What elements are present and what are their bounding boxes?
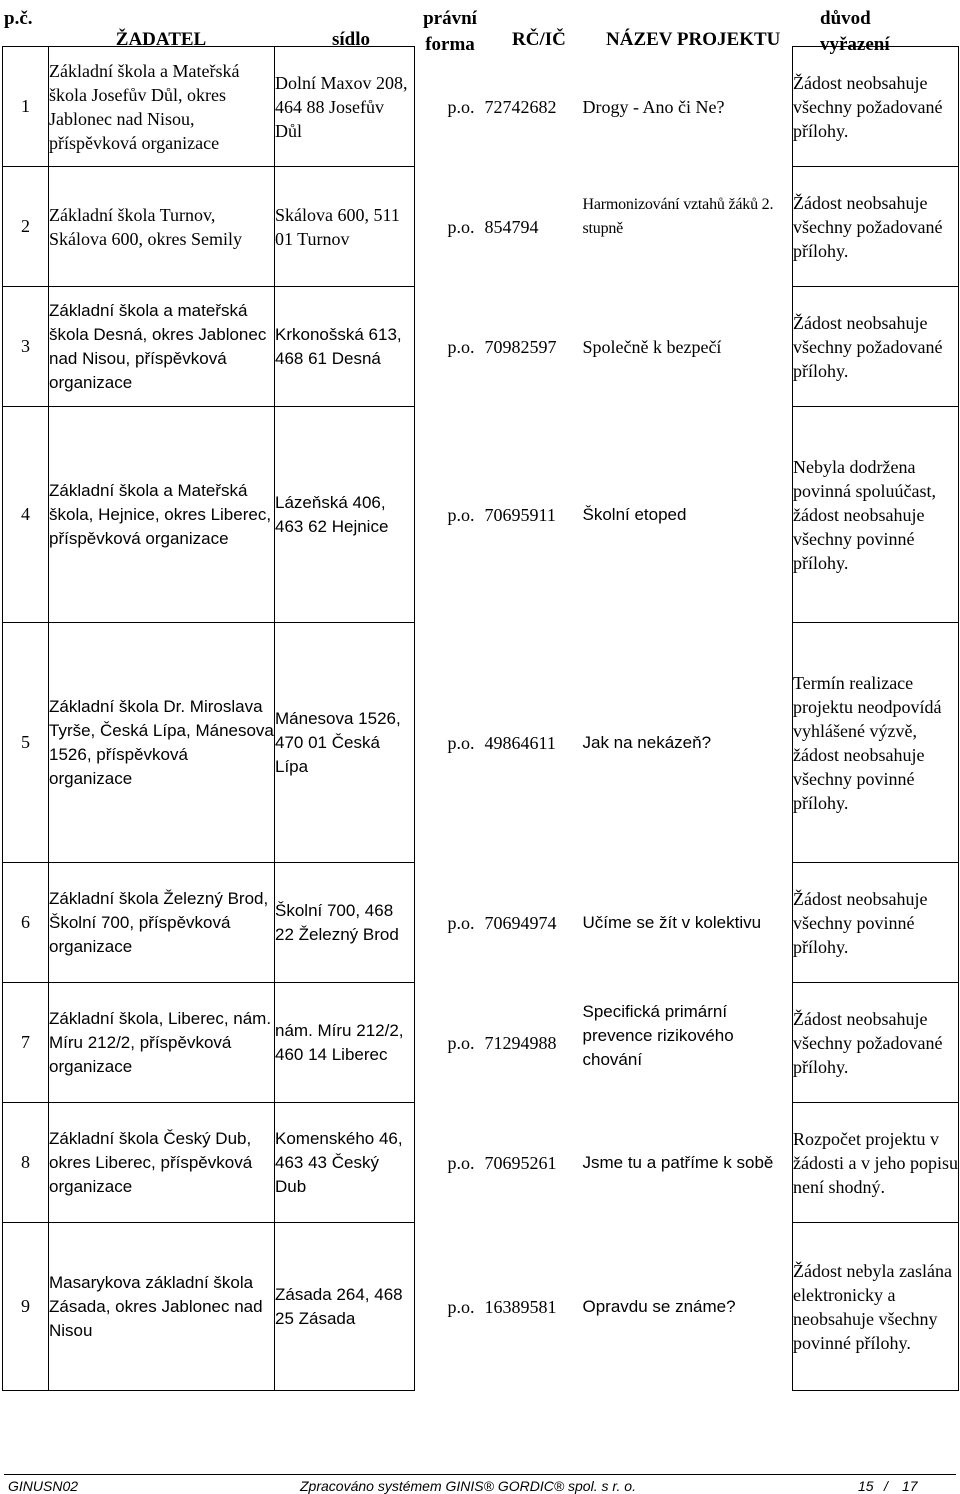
table-row [3,1223,959,1391]
legal-form-cell: p.o. [447,732,475,753]
id-cell: 70695911 [484,504,556,525]
row-number: 5 [3,623,49,863]
footer-page-total: 17 [902,1478,918,1494]
id-cell: 49864611 [484,732,556,753]
legal-form-cell: p.o. [447,336,475,357]
seat-cell: Zásada 264, 468 25 Zásada [275,1223,415,1391]
project-cell: Jsme tu a patříme k sobě [582,1152,774,1172]
project-cell: Harmonizování vztahů žáků 2. stupně [582,195,774,237]
seat-cell: Komenského 46, 463 43 Český Dub [275,1103,415,1223]
seat-cell: Mánesova 1526, 470 01 Česká Lípa [275,623,415,863]
seat-cell: Lázeňská 406, 463 62 Hejnice [275,407,415,623]
applicant-cell: Základní škola Český Dub, okres Liberec, příspěvková organizace [49,1103,275,1223]
applicant-cell: Základní škola, Liberec, nám. Míru 212/2, příspěvková organizace [49,983,275,1103]
header-sidlo: sídlo [331,29,371,50]
project-cell: Opravdu se známe? [582,1296,736,1316]
reason-cell: Žádost neobsahuje všechny požadované přílohy. [793,287,959,407]
row-number: 3 [3,287,49,407]
applicant-cell: Základní škola Železný Brod, Školní 700, příspěvková organizace [49,863,275,983]
project-cell: Drogy - Ano či Ne? [582,96,725,117]
table-row [3,623,959,863]
legal-form-cell: p.o. [447,96,475,117]
row-number: 7 [3,983,49,1103]
seat-cell: Dolní Maxov 208, 464 88 Josefův Důl [275,47,415,167]
seat-cell: Školní 700, 468 22 Železný Brod [275,863,415,983]
row-number: 2 [3,167,49,287]
row-number: 4 [3,407,49,623]
table-row [3,983,959,1103]
table-row [3,167,959,287]
header-pc: p.č. [4,8,33,29]
id-cell: 70982597 [484,336,557,357]
row-number: 9 [3,1223,49,1391]
id-cell: 70695261 [484,1152,557,1173]
footer-separator: / [884,1478,888,1494]
legal-form-cell: p.o. [447,1032,475,1053]
reason-cell: Rozpočet projektu v žádosti a v jeho popisu není shodný. [793,1103,959,1223]
applicant-cell: Masarykova základní škola Zásada, okres Jablonec nad Nisou [49,1223,275,1391]
reason-cell: Žádost nebyla zaslána elektronicky a neobsahuje všechny povinné přílohy. [793,1223,959,1391]
page-footer [0,1474,960,1494]
table-row [3,407,959,623]
footer-page-number: 15 [858,1478,874,1494]
footer-divider [4,1474,956,1475]
header-rcic: RČ/IČ [512,29,566,50]
applicant-cell: Základní škola Dr. Miroslava Tyrše, Česká Lípa, Mánesova 1526, příspěvková organizace [49,623,275,863]
header-nazev: NÁZEV PROJEKTU [606,29,781,50]
header-duvod: důvod vyřazení [820,8,890,55]
reason-cell: Nebyla dodržena povinná spoluúčast, žádost neobsahuje všechny povinné přílohy. [793,407,959,623]
reason-cell: Žádost neobsahuje všechny požadované přílohy. [793,47,959,167]
id-cell: 72742682 [484,96,557,117]
reason-cell: Termín realizace projektu neodpovídá vyhlášené výzvě, žádost neobsahuje všechny povinné přílohy. [793,623,959,863]
project-cell: Společně k bezpečí [582,336,722,357]
id-cell: 854794 [484,216,539,237]
legal-form-cell: p.o. [447,504,475,525]
table-row [3,287,959,407]
reason-cell: Žádost neobsahuje všechny požadované přílohy. [793,983,959,1103]
legal-form-cell: p.o. [447,216,475,237]
table-row [3,1103,959,1223]
id-cell: 70694974 [484,912,557,933]
project-cell: Specifická primární prevence rizikového chování [582,1001,734,1069]
applicant-cell: Základní škola a mateřská škola Desná, okres Jablonec nad Nisou, příspěvková organizace [49,287,275,407]
applicant-cell: Základní škola Turnov, Skálova 600, okres Semily [49,167,275,287]
reason-cell: Žádost neobsahuje všechny požadované přílohy. [793,167,959,287]
legal-form-cell: p.o. [447,1152,475,1173]
seat-cell: Krkonošská 613, 468 61 Desná [275,287,415,407]
header-pravni-forma: právní forma [423,8,477,55]
rejected-applications-table [2,46,959,1391]
reason-cell: Žádost neobsahuje všechny povinné přílohy. [793,863,959,983]
legal-form-cell: p.o. [447,912,475,933]
footer-code: GINUSN02 [8,1478,79,1494]
applicant-cell: Základní škola a Mateřská škola Josefův Důl, okres Jablonec nad Nisou, příspěvková organizace [49,47,275,167]
row-number: 1 [3,47,49,167]
id-cell: 16389581 [484,1296,557,1317]
applicant-cell: Základní škola a Mateřská škola, Hejnice, okres Liberec, příspěvková organizace [49,407,275,623]
project-cell: Jak na nekázeň? [582,732,712,752]
project-cell: Školní etoped [582,504,687,524]
table-row [3,47,959,167]
footer-processed: Zpracováno systémem GINIS® GORDIC® spol. s r. o. [300,1478,636,1494]
seat-cell: nám. Míru 212/2, 460 14 Liberec [275,983,415,1103]
table-row [3,863,959,983]
row-number: 8 [3,1103,49,1223]
seat-cell: Skálova 600, 511 01 Turnov [275,167,415,287]
header-zadatel: ŽADATEL [115,29,207,50]
project-cell: Učíme se žít v kolektivu [582,912,762,932]
id-cell: 71294988 [484,1032,557,1053]
legal-form-cell: p.o. [447,1296,475,1317]
row-number: 6 [3,863,49,983]
